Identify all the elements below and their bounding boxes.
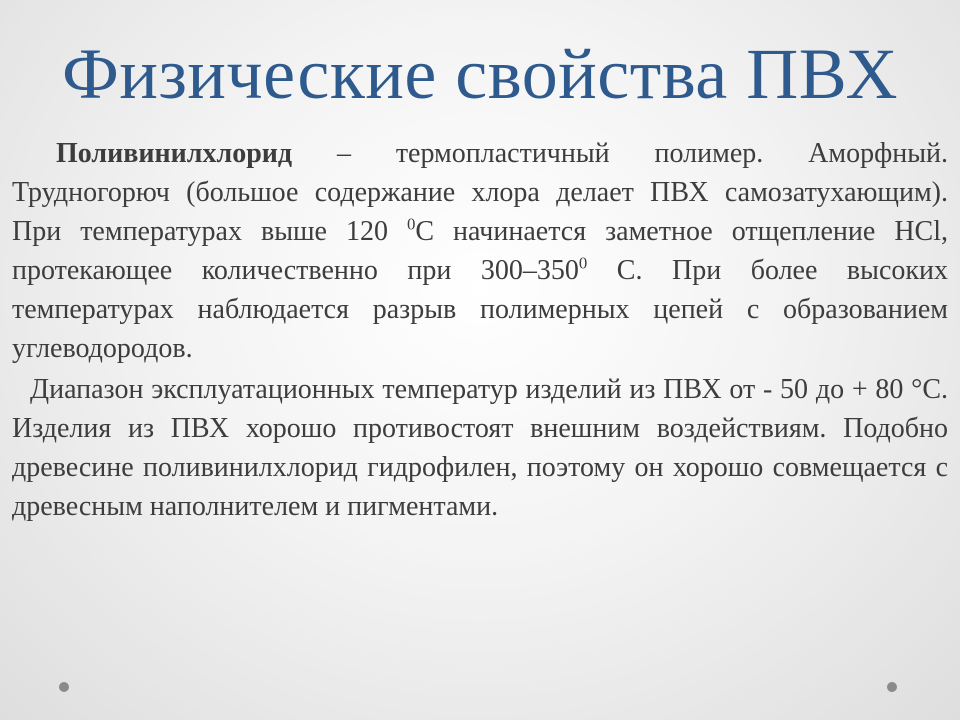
slide-body — [12, 134, 948, 526]
term-polyvinylchloride: Поливинилхлорид — [56, 138, 293, 169]
paragraph1-text-part2: С начинается заметное отщепление HCl, протекающее количественно при 300–350 — [12, 216, 948, 286]
decorative-dot-right — [887, 682, 897, 692]
degree-superscript-2: 0 — [578, 253, 588, 273]
slide-title: Физические свойства ПВХ — [62, 34, 898, 114]
degree-superscript-1: 0 — [406, 214, 416, 234]
paragraph-operating-temperatures: Диапазон эксплуатационных температур изделий из ПВХ от - 50 до + 80 °С. Изделия из ПВХ хорошо противостоят внешним воздействиям. Подобно древесине поливинилхлорид гидрофилен, поэтому он хорошо совмещается с древесным наполнителем и пигментами. — [12, 374, 948, 522]
decorative-dot-left — [59, 682, 69, 692]
paragraph1-text-part1: – термопластичный полимер. Аморфный. Трудногорюч (большое содержание хлора делает ПВХ самозатухающим). При температурах выше 120 — [12, 138, 948, 247]
paragraph1-text-part3: С. При более высоких температурах наблюдается разрыв полимерных цепей с образованием углеводородов. — [12, 255, 948, 364]
paragraph-pvc-properties — [12, 134, 948, 368]
